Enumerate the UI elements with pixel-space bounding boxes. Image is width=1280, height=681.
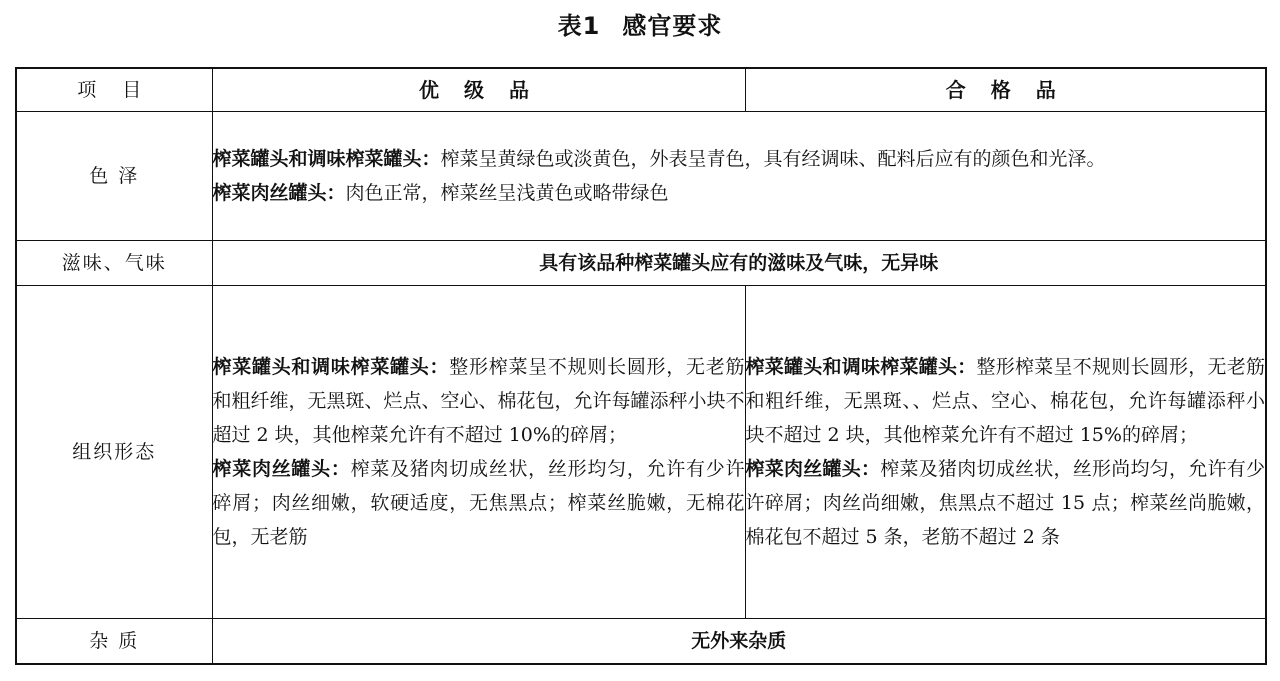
- table-title: [0, 8, 1280, 44]
- table-number: 表1: [557, 12, 601, 40]
- form-superior: [212, 286, 745, 619]
- header-qualified: 合 格 品: [745, 68, 1266, 112]
- row-label-color: 色 泽: [16, 112, 212, 241]
- table-row-color: [16, 112, 1266, 241]
- impurity-description: 无外来杂质: [212, 619, 1266, 665]
- color-text-1: 榨菜呈黄绿色或淡黄色，外表呈青色，具有经调味、配料后应有的颜色和光泽。: [440, 148, 1106, 170]
- form-qualified-lead-2: 榨菜肉丝罐头：: [745, 458, 881, 480]
- table-header-row: [16, 68, 1266, 112]
- color-lead-1: 榨菜罐头和调味榨菜罐头：: [212, 148, 441, 170]
- form-qualified-text-2: 榨菜及猪肉切成丝状，丝形尚均匀，允许有少许碎屑；肉丝尚细嫩，焦黑点不超过 15 点；榨菜丝尚脆嫩，棉花包不超过 5 条，老筋不超过 2 条: [745, 458, 1265, 548]
- color-description: [212, 112, 1266, 241]
- table-row-taste: [16, 241, 1266, 286]
- header-item: 项 目: [16, 68, 212, 112]
- form-qualified-text-1: 整形榨菜呈不规则长圆形，无老筋和粗纤维，无黑斑、、烂点、空心、棉花包，允许每罐添秤小块不超过 2 块，其他榨菜允许有不超过 15%的碎屑；: [745, 356, 1265, 446]
- form-qualified-lead-1: 榨菜罐头和调味榨菜罐头：: [745, 356, 977, 378]
- table-caption: 感官要求: [622, 12, 723, 40]
- color-text-2: 肉色正常，榨菜丝呈浅黄色或略带绿色: [345, 182, 669, 204]
- row-label-form: 组织形态: [16, 286, 212, 619]
- form-superior-lead-1: 榨菜罐头和调味榨菜罐头：: [212, 356, 450, 378]
- table-row-impurity: [16, 619, 1266, 665]
- form-superior-lead-2: 榨菜肉丝罐头：: [212, 458, 351, 480]
- sensory-requirements-table: [15, 67, 1267, 665]
- row-label-impurity: 杂 质: [16, 619, 212, 665]
- color-lead-2: 榨菜肉丝罐头：: [212, 182, 346, 204]
- form-superior-text-1: 整形榨菜呈不规则长圆形，无老筋和粗纤维，无黑斑、烂点、空心、棉花包，允许每罐添秤小块不超过 2 块，其他榨菜允许有不超过 10%的碎屑；: [212, 356, 745, 446]
- taste-description: 具有该品种榨菜罐头应有的滋味及气味，无异味: [212, 241, 1266, 286]
- form-superior-text-2: 榨菜及猪肉切成丝状，丝形均匀，允许有少许碎屑；肉丝细嫩，软硬适度，无焦黑点；榨菜丝脆嫩，无棉花包，无老筋: [212, 458, 745, 548]
- table-row-form: [16, 286, 1266, 619]
- form-qualified: [745, 286, 1266, 619]
- header-superior: 优 级 品: [212, 68, 745, 112]
- row-label-taste: 滋味、气味: [16, 241, 212, 286]
